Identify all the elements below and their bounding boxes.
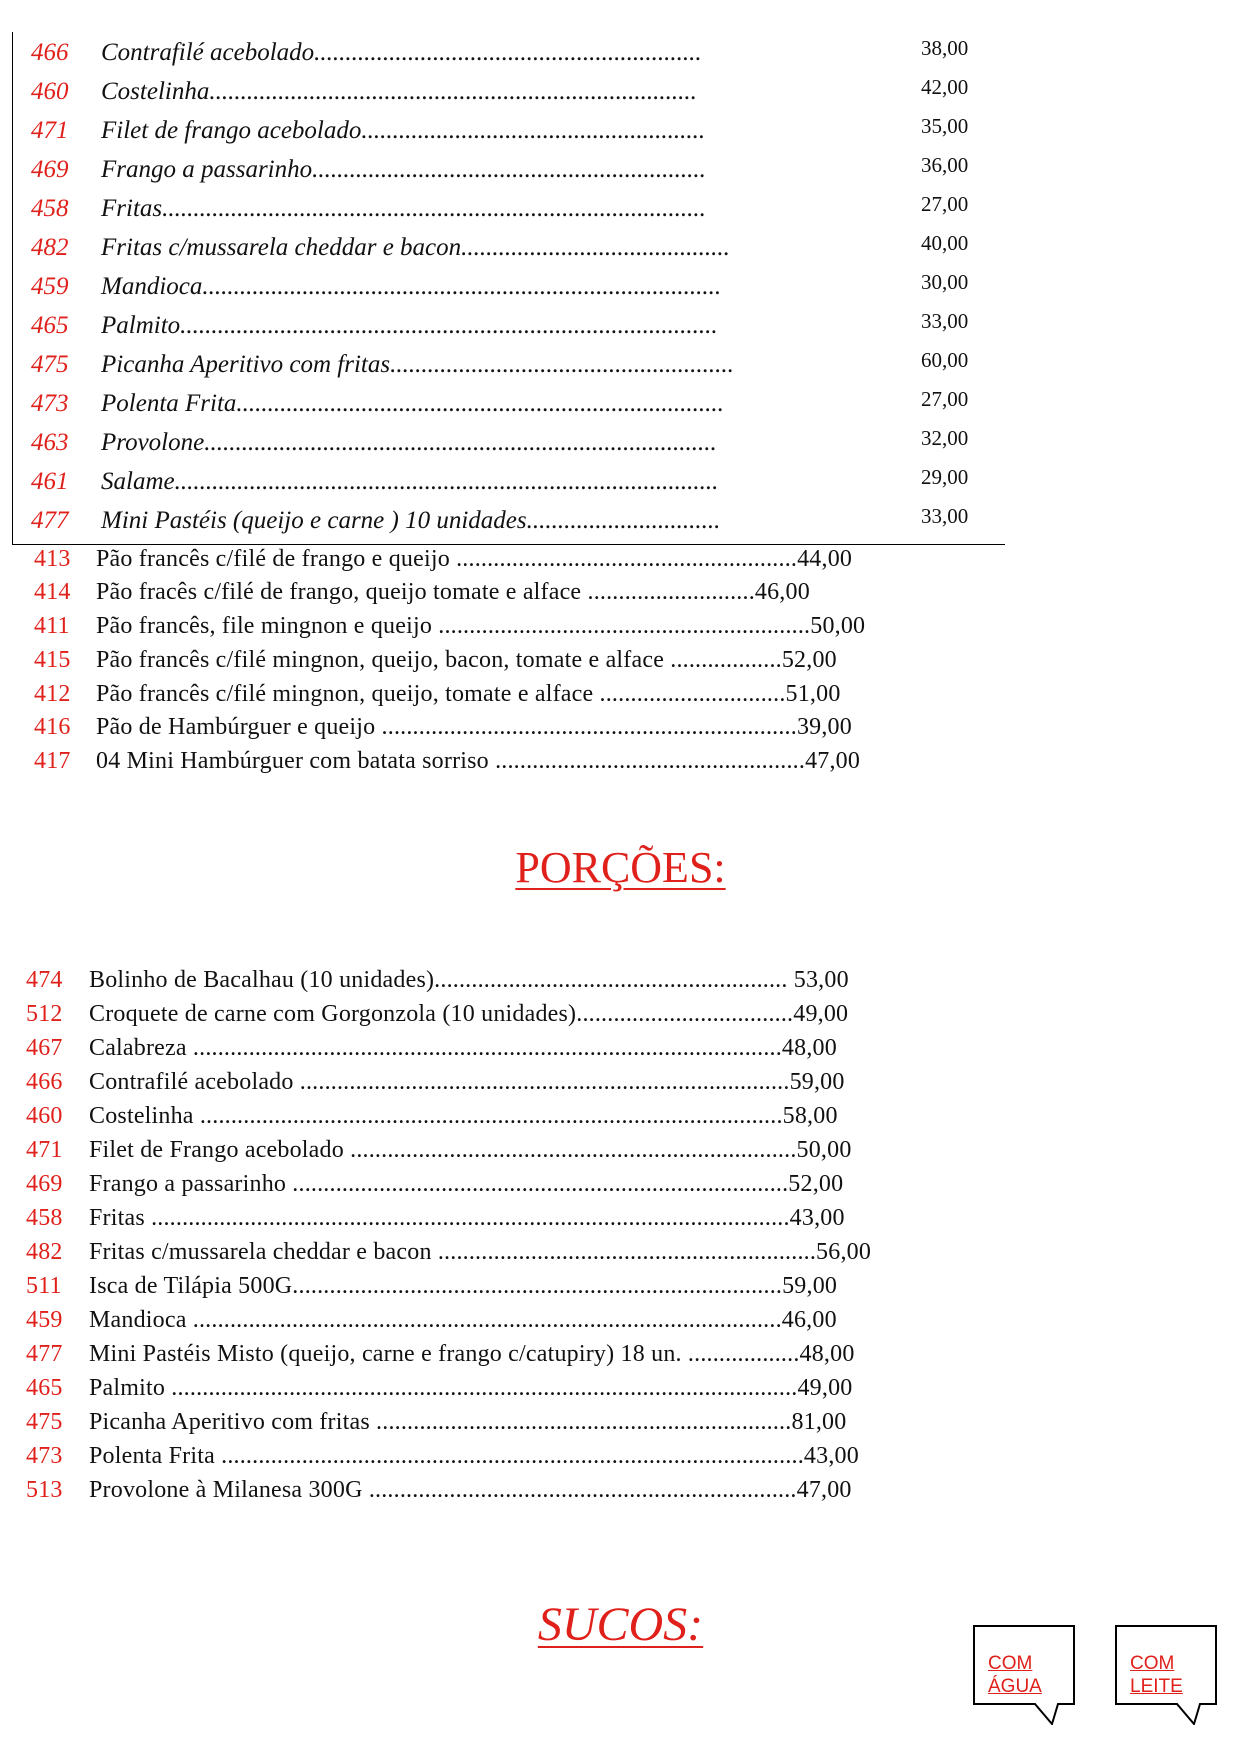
item-price: 30,00 [921,270,969,294]
item-name: Frango a passarinho............................................................... [101,156,706,183]
bubble-label [1130,1652,1183,1698]
item-text: Contrafilé acebolado ...............................................................................59,00 [89,1069,845,1095]
item-text: Pão fracês c/filé de frango, queijo tomate e alface ...........................46,00 [96,579,810,605]
item-code: 471 [26,1137,63,1163]
item-text: Pão francês c/filé mingnon, queijo, tomate e alface ..............................51,00 [96,681,841,707]
item-code: 459 [26,1307,63,1333]
bubble-line-1: COM [1130,1653,1175,1674]
com-agua-bubble [973,1625,1075,1725]
item-code: 467 [26,1035,63,1061]
half-portions-list [12,32,1005,545]
item-code: 482 [31,234,69,261]
item-name: Provolone.................................................................................. [101,429,717,456]
item-code: 473 [26,1443,63,1469]
item-text: Costelinha ..............................................................................................58,00 [89,1103,838,1129]
item-code: 461 [31,468,69,495]
item-code: 482 [26,1239,63,1265]
item-code: 469 [26,1171,63,1197]
item-code: 477 [26,1341,63,1367]
item-text: Pão francês, file mingnon e queijo ............................................................50,00 [96,613,866,639]
item-code: 413 [34,546,71,572]
item-code: 460 [31,78,69,105]
item-code: 416 [34,714,71,740]
item-name: Costelinha.............................................................................. [101,78,697,105]
item-code: 460 [26,1103,63,1129]
item-text: Fritas c/mussarela cheddar e bacon .............................................................56,00 [89,1239,872,1265]
item-price: 32,00 [921,426,969,450]
sucos-title: SUCOS: [537,1598,704,1651]
item-code: 511 [26,1273,62,1299]
item-price: 42,00 [921,75,969,99]
item-text: Isca de Tilápia 500G...............................................................................59,00 [89,1273,838,1299]
item-code: 414 [34,579,71,605]
item-text: Picanha Aperitivo com fritas ...................................................................81,00 [89,1409,847,1435]
item-text: Frango a passarinho ................................................................................52,00 [89,1171,844,1197]
item-code: 513 [26,1477,63,1503]
item-code: 475 [26,1409,63,1435]
item-code: 471 [31,117,69,144]
item-code: 459 [31,273,69,300]
item-name: Palmito...................................................................................... [101,312,718,339]
item-text: Croquete de carne com Gorgonzola (10 unidades)...................................49,00 [89,1001,849,1027]
item-text: Fritas .......................................................................................................43,00 [89,1205,845,1231]
item-price: 35,00 [921,114,969,138]
item-text: Calabreza ...............................................................................................48,00 [89,1035,837,1061]
bubble-label [988,1652,1042,1698]
bubble-line-2: LEITE [1130,1676,1183,1697]
porcoes-title: PORÇÕES: [515,843,726,892]
item-code: 411 [34,613,70,639]
item-code: 466 [26,1069,63,1095]
item-price: 60,00 [921,348,969,372]
item-name: Contrafilé acebolado.............................................................. [101,39,702,66]
item-name: Filet de frango acebolado....................................................... [101,117,706,144]
item-text: 04 Mini Hambúrguer com batata sorriso ..................................................47,00 [96,748,861,774]
item-code: 466 [31,39,69,66]
item-name: Polenta Frita.............................................................................. [101,390,724,417]
item-price: 29,00 [921,465,969,489]
item-text: Pão francês c/filé de frango e queijo .......................................................44,00 [96,546,853,572]
item-price: 33,00 [921,309,969,333]
item-name: Picanha Aperitivo com fritas....................................................... [101,351,734,378]
bubble-line-2: ÁGUA [988,1676,1042,1697]
item-name: Mini Pastéis (queijo e carne ) 10 unidades............................... [101,507,721,534]
bubble-line-1: COM [988,1653,1033,1674]
item-price: 27,00 [921,192,969,216]
item-code: 458 [26,1205,63,1231]
item-text: Mandioca ...............................................................................................46,00 [89,1307,837,1333]
item-name: Fritas c/mussarela cheddar e bacon........................................... [101,234,730,261]
item-code: 465 [26,1375,63,1401]
item-text: Palmito .....................................................................................................49,00 [89,1375,853,1401]
item-text: Pão de Hambúrguer e queijo ...................................................................39,00 [96,714,852,740]
item-code: 458 [31,195,69,222]
item-code: 474 [26,967,63,993]
item-text: Bolinho de Bacalhau (10 unidades)......................................................... 53,00 [89,967,849,993]
item-text: Pão francês c/filé mingnon, queijo, bacon, tomate e alface ..................52,00 [96,647,837,673]
item-name: Salame....................................................................................... [101,468,719,495]
item-price: 27,00 [921,387,969,411]
item-price: 36,00 [921,153,969,177]
item-name: Mandioca................................................................................... [101,273,722,300]
item-code: 475 [31,351,69,378]
item-code: 412 [34,681,71,707]
item-text: Provolone à Milanesa 300G .....................................................................47,00 [89,1477,852,1503]
item-code: 477 [31,507,69,534]
item-name: Fritas....................................................................................... [101,195,706,222]
item-text: Filet de Frango acebolado ........................................................................50,00 [89,1137,852,1163]
item-code: 463 [31,429,69,456]
item-code: 512 [26,1001,63,1027]
item-price: 40,00 [921,231,969,255]
item-code: 415 [34,647,71,673]
item-code: 417 [34,748,71,774]
item-code: 473 [31,390,69,417]
item-code: 469 [31,156,69,183]
item-code: 465 [31,312,69,339]
item-text: Mini Pastéis Misto (queijo, carne e frango c/catupiry) 18 un. ..................48,00 [89,1341,855,1367]
item-price: 33,00 [921,504,969,528]
com-leite-bubble [1115,1625,1217,1725]
item-price: 38,00 [921,36,969,60]
item-text: Polenta Frita ..............................................................................................43,00 [89,1443,859,1469]
